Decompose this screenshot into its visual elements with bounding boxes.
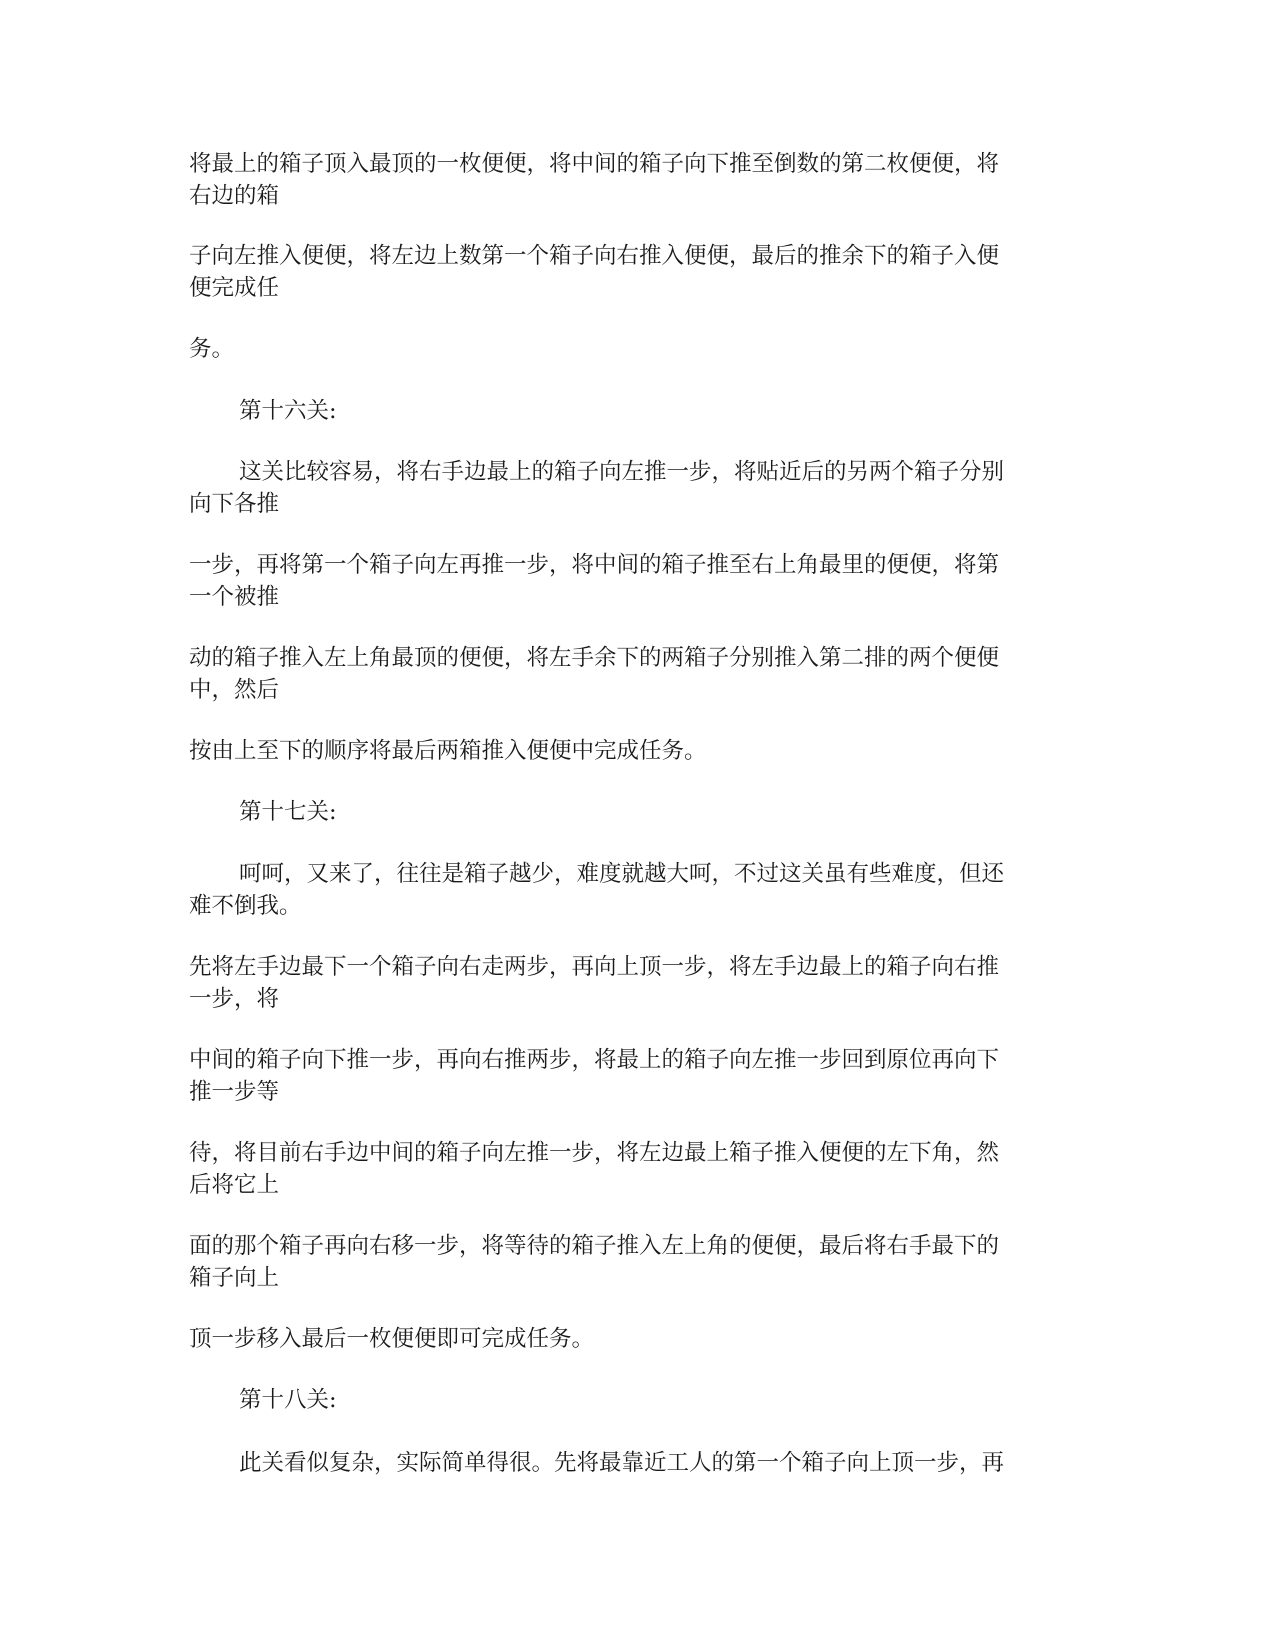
- text-line: 一步，将: [189, 986, 280, 1012]
- text-line: 第十六关:: [239, 398, 337, 424]
- paragraph-level-16-d: [189, 735, 1089, 767]
- text-line: 将最上的箱子顶入最顶的一枚便便，将中间的箱子向下推至倒数的第二枚便便，将: [189, 151, 1000, 177]
- paragraph-level-16-c: [189, 642, 1089, 706]
- text-line: 难不倒我。: [189, 893, 302, 919]
- text-line: 第十七关:: [239, 799, 337, 825]
- text-line: 这关比较容易，将右手边最上的箱子向左推一步，将贴近后的另两个箱子分别: [239, 459, 1005, 485]
- paragraph-level-17-d: [189, 1137, 1089, 1201]
- paragraph-1: [189, 148, 1089, 212]
- text-line: 便完成任: [189, 275, 280, 301]
- text-line: 第十八关:: [239, 1387, 337, 1413]
- paragraph-level-17-b: [189, 951, 1089, 1015]
- paragraph-level-17-e: [189, 1230, 1089, 1294]
- text-line: 箱子向上: [189, 1265, 280, 1291]
- section-heading-level-16: [239, 395, 1139, 427]
- text-line: 一步，再将第一个箱子向左再推一步，将中间的箱子推至右上角最里的便便，将第: [189, 552, 1000, 578]
- paragraph-level-16-a: [189, 456, 1089, 520]
- section-heading-level-17: [239, 796, 1139, 828]
- paragraph-level-17-f: [189, 1323, 1089, 1355]
- paragraph-level-17-a: [189, 858, 1089, 922]
- text-line: 按由上至下的顺序将最后两箱推入便便中完成任务。: [189, 738, 707, 764]
- paragraph-2: [189, 240, 1089, 304]
- text-line: 面的那个箱子再向右移一步，将等待的箱子推入左上角的便便，最后将右手最下的: [189, 1233, 1000, 1259]
- text-line: 推一步等: [189, 1079, 280, 1105]
- paragraph-level-18-a: [189, 1447, 1089, 1479]
- text-line: 中，然后: [189, 677, 280, 703]
- text-line: 子向左推入便便，将左边上数第一个箱子向右推入便便，最后的推余下的箱子入便: [189, 243, 1000, 269]
- text-line: 此关看似复杂，实际简单得很。先将最靠近工人的第一个箱子向上顶一步，再: [239, 1450, 1005, 1476]
- text-line: 右边的箱: [189, 183, 280, 209]
- section-heading-level-18: [239, 1384, 1139, 1416]
- paragraph-level-16-b: [189, 549, 1089, 613]
- text-line: 中间的箱子向下推一步，再向右推两步，将最上的箱子向左推一步回到原位再向下: [189, 1047, 1000, 1073]
- text-line: 呵呵，又来了，往往是箱子越少，难度就越大呵，不过这关虽有些难度，但还: [239, 861, 1005, 887]
- text-line: 待，将目前右手边中间的箱子向左推一步，将左边最上箱子推入便便的左下角，然: [189, 1140, 1000, 1166]
- text-line: 顶一步移入最后一枚便便即可完成任务。: [189, 1326, 595, 1352]
- text-line: 一个被推: [189, 584, 280, 610]
- text-line: 后将它上: [189, 1172, 280, 1198]
- paragraph-3: [189, 333, 1089, 365]
- text-line: 先将左手边最下一个箱子向右走两步，再向上顶一步，将左手边最上的箱子向右推: [189, 954, 1000, 980]
- text-line: 务。: [189, 336, 235, 362]
- paragraph-level-17-c: [189, 1044, 1089, 1108]
- text-line: 向下各推: [189, 491, 280, 517]
- text-line: 动的箱子推入左上角最顶的便便，将左手余下的两箱子分别推入第二排的两个便便: [189, 645, 1000, 671]
